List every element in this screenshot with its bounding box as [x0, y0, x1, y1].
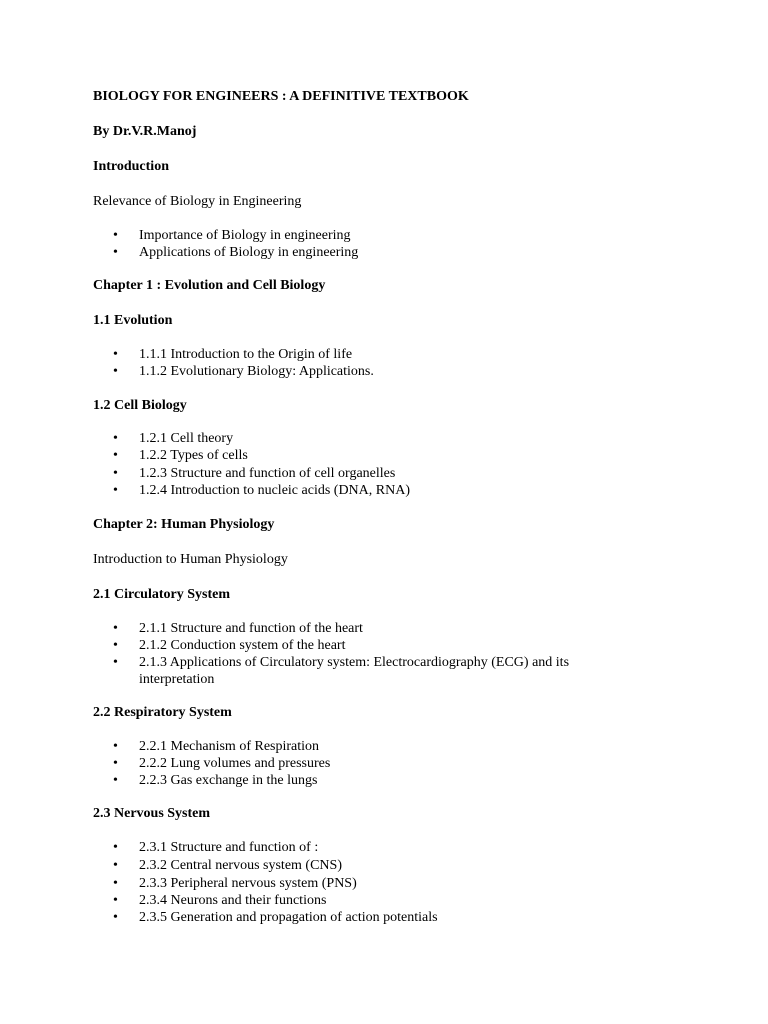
bullet-icon: •: [113, 858, 118, 873]
section-circulatory-heading: 2.1 Circulatory System: [93, 587, 230, 602]
bullet-icon: •: [113, 910, 118, 925]
chapter1-heading: Chapter 1 : Evolution and Cell Biology: [93, 278, 326, 293]
list-item: 2.3.2 Central nervous system (CNS): [139, 858, 342, 873]
document-title: BIOLOGY FOR ENGINEERS : A DEFINITIVE TEXTBOOK: [93, 89, 469, 104]
bullet-icon: •: [113, 655, 118, 670]
bullet-icon: •: [113, 431, 118, 446]
chapter2-intro: Introduction to Human Physiology: [93, 552, 288, 567]
section-respiratory-heading: 2.2 Respiratory System: [93, 705, 232, 720]
bullet-icon: •: [113, 347, 118, 362]
section-evolution-heading: 1.1 Evolution: [93, 313, 173, 328]
bullet-icon: •: [113, 483, 118, 498]
list-item: 2.1.2 Conduction system of the heart: [139, 638, 346, 653]
list-item: Importance of Biology in engineering: [139, 228, 351, 243]
bullet-icon: •: [113, 756, 118, 771]
list-item: 2.3.1 Structure and function of :: [139, 840, 319, 855]
list-item: 2.2.1 Mechanism of Respiration: [139, 739, 320, 754]
list-item: 1.2.1 Cell theory: [139, 431, 234, 446]
list-item: Applications of Biology in engineering: [139, 245, 359, 260]
list-item: 2.1.3 Applications of Circulatory system: Electrocardiography (ECG) and its: [139, 655, 570, 670]
bullet-icon: •: [113, 245, 118, 260]
list-item: 1.2.3 Structure and function of cell organelles: [139, 466, 396, 481]
bullet-icon: •: [113, 466, 118, 481]
introduction-subheading: Relevance of Biology in Engineering: [93, 194, 302, 209]
bullet-icon: •: [113, 840, 118, 855]
list-item: 2.1.1 Structure and function of the heart: [139, 621, 363, 636]
author-line: By Dr.V.R.Manoj: [93, 124, 197, 139]
list-item: 2.3.5 Generation and propagation of action potentials: [139, 910, 438, 925]
bullet-icon: •: [113, 638, 118, 653]
section-cell-biology-heading: 1.2 Cell Biology: [93, 398, 187, 413]
list-item: 1.1.2 Evolutionary Biology: Applications.: [139, 364, 374, 379]
list-item: 2.3.4 Neurons and their functions: [139, 893, 327, 908]
list-item-continuation: interpretation: [139, 672, 215, 687]
introduction-heading: Introduction: [93, 159, 169, 174]
bullet-icon: •: [113, 739, 118, 754]
list-item: 2.2.2 Lung volumes and pressures: [139, 756, 331, 771]
bullet-icon: •: [113, 893, 118, 908]
list-item: 1.1.1 Introduction to the Origin of life: [139, 347, 353, 362]
section-nervous-heading: 2.3 Nervous System: [93, 806, 211, 821]
list-item: 1.2.2 Types of cells: [139, 448, 248, 463]
bullet-icon: •: [113, 621, 118, 636]
list-item: 1.2.4 Introduction to nucleic acids (DNA, RNA): [139, 483, 410, 498]
chapter2-heading: Chapter 2: Human Physiology: [93, 517, 275, 532]
bullet-icon: •: [113, 876, 118, 891]
bullet-icon: •: [113, 448, 118, 463]
bullet-icon: •: [113, 228, 118, 243]
list-item: 2.2.3 Gas exchange in the lungs: [139, 773, 318, 788]
list-item: 2.3.3 Peripheral nervous system (PNS): [139, 876, 357, 891]
bullet-icon: •: [113, 773, 118, 788]
bullet-icon: •: [113, 364, 118, 379]
